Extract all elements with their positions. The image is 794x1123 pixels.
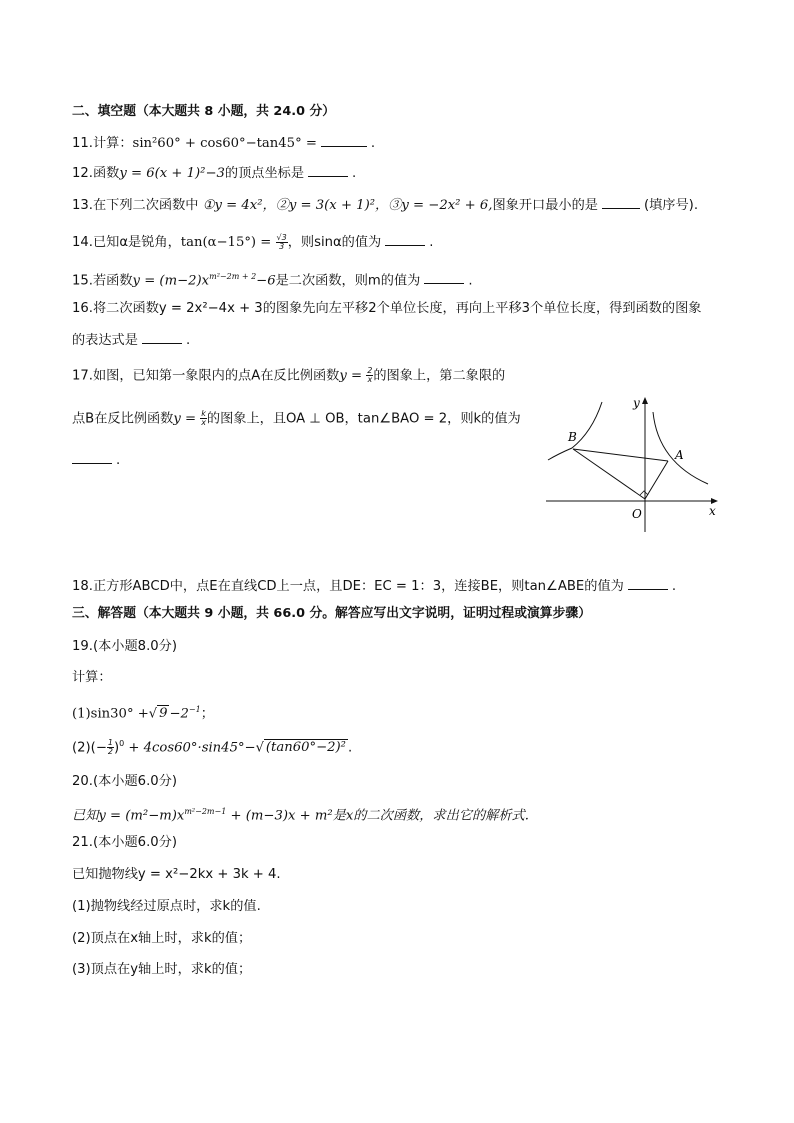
q21-given: 已知抛物线y = x²−2kx + 3k + 4. [72,867,281,882]
q16-answer-blank[interactable] [142,331,182,344]
q17-line2-text-a: 点B在反比例函数 [72,411,174,427]
q21-part-1: (1)抛物线经过原点时，求k的值. [72,899,261,914]
label-O: O [632,507,642,521]
q11-number: 11.计算： [72,136,133,151]
segment-AO [645,461,668,499]
q17-line1-fraction: $\frac{2}{x}$ [367,366,373,384]
q15-number: 15.若函数 [72,273,133,289]
q14-expression: tan(α−15°) = [180,235,272,250]
q11-expression: sin²60° + cos60°−tan45° = [132,136,317,151]
q17-line2-text-b: 的图象上，且OA ⊥ OB，tan∠BAO = 2，则k的值为 [206,411,521,427]
q14-fraction: $\frac{√3}{3}$ [276,232,287,251]
q17-line1-expression: y = [339,368,363,384]
question-15: 15.若函数$y = (m-2)x^{m^2-2m + 2}-6$是二次函数，则m的值为 . [72,272,473,289]
question-17-line-3: . [72,451,120,470]
question-13 [72,196,698,215]
question-16-line-2: 的表达式是 . [72,333,191,348]
q19-part-2: (2)(− $\frac{1}{2}$ )$^0$ + 4cos60°·sin45°−√ (tan60°−2)² . [72,737,353,756]
q13-option-3: ③y = −2x² + 6, [388,198,493,213]
q19-part-1: (1)sin30° +√ $9 -2^{-1}$； [72,705,214,722]
q11-tail: . [370,136,376,151]
q17-answer-blank[interactable] [72,451,112,464]
q12-number: 12.函数 [72,166,120,181]
label-y: y [633,396,640,410]
q21-part-2: (2)顶点在x轴上时，求k的值； [72,931,252,946]
q17-figure [546,392,724,536]
label-x: x [709,504,716,518]
q21-part-3: (3)顶点在y轴上时，求k的值； [72,962,252,977]
q19-intro: 计算： [72,670,112,685]
y-axis-arrow-icon [642,397,648,404]
right-angle-mark [640,491,648,495]
section-3-heading: 三、解答题（本大题共 9 小题，共 66.0 分。解答应写出文字说明，证明过程或演算步骤） [72,606,591,621]
question-18: 18.正方形ABCD中，点E在直线CD上一点，且DE：EC = 1：3，连接BE，则tan∠ABE的值为 . [72,579,677,594]
q13-option-1: ①y = 4x²， [202,198,276,213]
q13-tail2: (填序号). [643,198,699,213]
q16-line2-text: 的表达式是 [72,333,138,348]
q12-answer-blank[interactable] [308,164,348,177]
q14-tail: ，则sinα的值为 [287,235,382,250]
q15-constant: −6 [256,273,276,289]
question-17-line-2 [72,410,521,429]
q17-line2-fraction: $\frac{k}{x}$ [201,409,206,427]
q15-answer-blank[interactable] [424,271,464,284]
label-A: A [675,448,684,462]
q19-p2-fraction: $\frac{1}{2}$ [107,737,113,756]
q13-number: 13.在下列二次函数中 [72,198,199,213]
question-17-line-1 [72,367,505,386]
question-14: 14.已知α是锐角，tan(α−15°) = $\frac{√3}{3}$ ，则sinα的值为 . [72,232,434,251]
q11-answer-blank[interactable] [321,134,367,147]
question-11 [72,134,375,153]
q15-tail: 是二次函数，则m的值为 [275,273,421,289]
q13-tail: 图象开口最小的是 [492,198,598,213]
q12-tail: 的顶点坐标是 [224,166,305,181]
label-B: B [568,430,577,444]
q18-text: 18.正方形ABCD中，点E在直线CD上一点，且DE：EC = 1：3，连接BE，则tan∠ABE的值为 [72,579,624,594]
q20-title: 20.(本小题6.0分) [72,774,177,789]
q13-answer-blank[interactable] [602,196,640,209]
q15-expression: y = (m−2)x [132,273,210,289]
q14-answer-blank[interactable] [385,233,425,246]
question-16-line-1: 16.将二次函数y = 2x²−4x + 3的图象先向左平移2个单位长度，再向上平移3个单位长度，得到函数的图象 [72,301,702,316]
q17-line2-expression: y = [173,411,197,427]
q17-line1-text-b: 的图象上，第二象限的 [373,368,506,384]
q14-number: 14.已知α是锐角， [72,235,181,250]
q20-body: 已知$y = (m^2-m)x^{m^2-2m-1} + (m-3)x + m^2$是x的二次函数，求出它的解析式. [72,807,529,824]
q21-title: 21.(本小题6.0分) [72,835,177,850]
q12-expression: y = 6(x + 1)²−3 [119,166,225,181]
q18-answer-blank[interactable] [628,577,668,590]
q19-title: 19.(本小题8.0分) [72,639,177,654]
question-12: 12.函数y = 6(x + 1)²−3的顶点坐标是 . [72,166,357,181]
q13-option-2: ②y = 3(x + 1)²， [275,198,389,213]
section-2-heading: 二、填空题（本大题共 8 小题，共 24.0 分） [72,104,336,119]
q15-exponent: m²−2m + 2 [209,272,257,281]
q17-line1-text-a: 17.如图，已知第一象限内的点A在反比例函数 [72,368,340,384]
